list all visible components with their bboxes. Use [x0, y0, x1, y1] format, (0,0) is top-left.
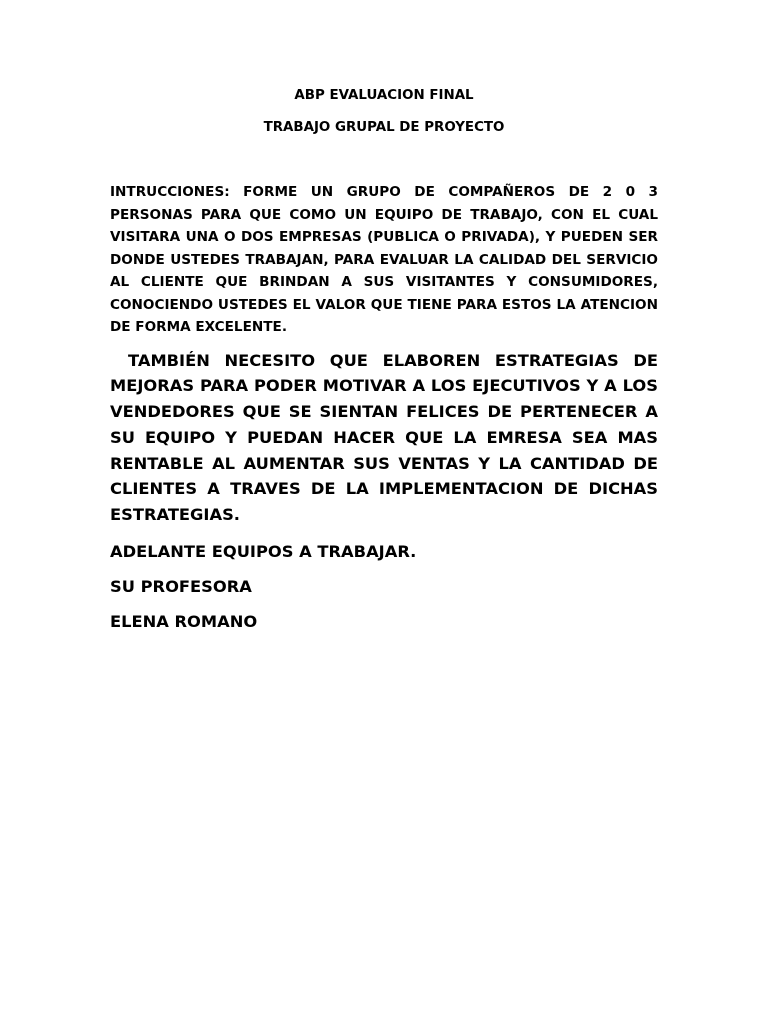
closing-line: ADELANTE EQUIPOS A TRABAJAR. — [110, 542, 417, 562]
document-body — [110, 86, 658, 633]
strategy-paragraph: TAMBIÉN NECESITO QUE ELABOREN ESTRATEGIAS DE MEJORAS PARA PODER MOTIVAR A LOS EJECUTIVOS Y A LOS VENDEDORES QUE SE SIENTAN FELICES DE PERTENECER A SU EQUIPO Y PUEDAN HACER QUE LA EMRESA SEA MAS RENTABLE AL AUMENTAR SUS VENTAS Y LA CANTIDAD DE CLIENTES A TRAVES DE LA IMPLEMENTACION DE DICHAS ESTRATEGIAS. — [110, 350, 658, 525]
signature-name: ELENA ROMANO — [110, 612, 258, 632]
document-subtitle: TRABAJO GRUPAL DE PROYECTO — [263, 120, 505, 135]
signature-title: SU PROFESORA — [110, 577, 252, 597]
instructions-paragraph: INTRUCCIONES: FORME UN GRUPO DE COMPAÑEROS DE 2 0 3 PERSONAS PARA QUE COMO UN EQUIPO DE TRABAJO, CON EL CUAL VISITARA UNA O DOS EMPRESAS (PUBLICA O PRIVADA), Y PUEDEN SER DONDE USTEDES TRABAJAN, PARA EVALUAR LA CALIDAD DEL SERVICIO AL CLIENTE QUE BRINDAN A SUS VISITANTES Y CONSUMIDORES, CONOCIENDO USTEDES EL VALOR QUE TIENE PARA ESTOS LA ATENCION DE FORMA EXCELENTE. — [110, 184, 658, 335]
document-title: ABP EVALUACION FINAL — [294, 88, 474, 103]
